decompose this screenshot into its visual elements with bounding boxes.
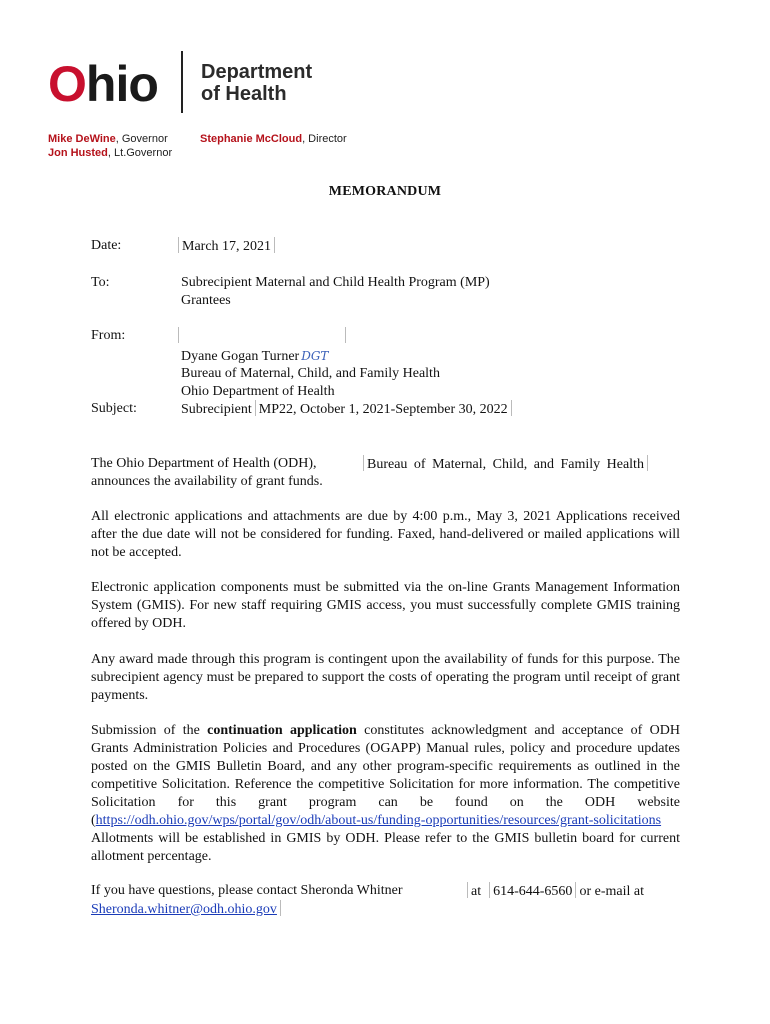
to-line-1: Subrecipient Maternal and Child Health Program (MP) [181, 275, 490, 290]
p1-bureau-field [366, 455, 686, 474]
governor-title: , Governor [115, 133, 168, 145]
ohio-logo [48, 56, 158, 112]
from-label: From: [91, 328, 126, 343]
p6-email-line [91, 900, 284, 919]
p5-text-c: Allotments will be established in GMIS by ODH. Please refer to the GMIS bulletin board for current allotment percentage. [91, 831, 680, 864]
from-name: Dyane Gogan Turner [181, 349, 300, 364]
p6-phone: 614-644-6560 [493, 884, 573, 899]
p6-text-a: If you have questions, please contact Sheronda Whitner [91, 883, 403, 898]
subject-prefix: Subrecipient [181, 402, 252, 417]
p1-text-a: The Ohio Department of Health (ODH), [91, 456, 317, 471]
contact-email-link[interactable]: Sheronda.whitner@odh.ohio.gov [91, 902, 277, 917]
p6-contact-fields [467, 882, 644, 901]
memo-heading: MEMORANDUM [328, 184, 442, 199]
from-blank-field [181, 327, 349, 346]
p6-text-b: or e-mail at [579, 884, 644, 899]
logo-rest: hio [85, 56, 158, 112]
p5-text-a: Submission of the [91, 723, 208, 738]
p5-bold: continuation application [207, 723, 357, 738]
lt-governor-line [48, 147, 172, 160]
date-value-line [181, 237, 278, 256]
subject-line [181, 400, 515, 419]
to-line-2: Grantees [181, 293, 231, 308]
p1-text-b: Bureau of Maternal, Child, and Family Health [367, 457, 644, 472]
p5-text-b: constitutes acknowledgment and acceptance of ODH Grants Administration Policies and Procedures (OGAPP) Manual rules, policy and procedure updates posted on the GMIS Bulletin Board, and any other program-specific requirements as outlined in the competitive Solicitation. Reference the competitive Solicitation for more information. The competitive Solicitation for this grant program can be found on the ODH website ( [91, 723, 680, 828]
paragraph-5 [91, 722, 680, 866]
lt-governor-name: Jon Husted [48, 147, 108, 159]
from-name-line [181, 347, 328, 366]
lt-governor-title: , Lt.Governor [107, 147, 173, 159]
paragraph-2: All electronic applications and attachments are due by 4:00 p.m., May 3, 2021 Applications received after the due date will not be considered for funding. Faxed, hand-delivered or mailed applications will not be accepted. [91, 509, 680, 560]
to-label: To: [91, 275, 110, 290]
director-name: Stephanie McCloud [200, 133, 303, 145]
from-line-2: Bureau of Maternal, Child, and Family Health [181, 366, 440, 381]
director-line [200, 133, 347, 146]
paragraph-3: Electronic application components must be submitted via the on-line Grants Management Information System (GMIS). For new staff requiring GMIS access, you must successfully complete GMIS training offered by ODH. [91, 580, 680, 631]
p1-text-c: announces the availability of grant funds. [91, 474, 323, 489]
department-name [201, 61, 312, 105]
date-label: Date: [91, 238, 122, 253]
director-title: , Director [302, 133, 347, 145]
from-line-3: Ohio Department of Health [181, 384, 335, 399]
subject-label: Subject: [91, 401, 137, 416]
paragraph-1-line-1 [91, 455, 316, 473]
signature-initials: DGT [301, 349, 329, 363]
governor-line [48, 133, 168, 146]
dept-line-1: Department [201, 61, 313, 83]
dept-line-2: of Health [201, 83, 287, 105]
solicitations-link[interactable]: https://odh.ohio.gov/wps/portal/gov/odh/about-us/funding-opportunities/resources/grant-solicitations [95, 813, 662, 828]
logo-o: O [48, 56, 86, 112]
paragraph-4: Any award made through this program is contingent upon the availability of funds for this purpose. The subrecipient agency must be prepared to support the costs of operating the program until receipt of grant payments. [91, 652, 680, 703]
p6-at: at [471, 884, 482, 899]
subject-value: MP22, October 1, 2021-September 30, 2022 [258, 402, 508, 417]
logo-divider [181, 51, 183, 113]
date-value: March 17, 2021 [182, 239, 272, 254]
governor-name: Mike DeWine [48, 133, 116, 145]
